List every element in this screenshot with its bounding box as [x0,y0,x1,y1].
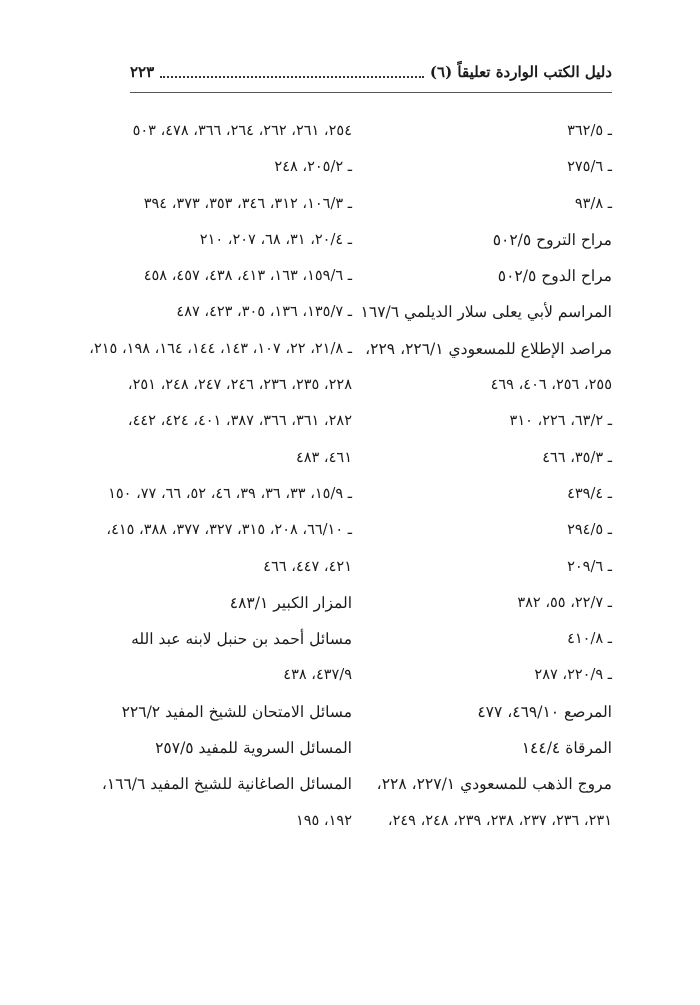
left-column [89,113,352,839]
index-line: مسائل الامتحان للشيخ المفيد ٢٢٦/٢ [121,702,352,721]
index-line: ـ ٦٦/١٠، ٢٠٨، ٣١٥، ٣٢٧، ٣٧٧، ٣٨٨، ٤١٥، [106,522,352,539]
index-line: المزار الكبير ٤٨٣/١ [229,593,352,612]
index-line: ـ ١٥٩/٦، ١٦٣، ٤١٣، ٤٣٨، ٤٥٧، ٤٥٨ [143,268,352,285]
right-column [362,113,612,839]
index-line: ـ ٤١٠/٨ [567,631,612,648]
running-header [130,58,612,86]
index-line: ـ ٢٩٤/٥ [567,522,612,539]
index-line: المراسم لأبي يعلى سلار الديلمي ١٦٧/٦ [360,303,612,322]
index-line: ـ ٢٠٩/٦ [567,558,612,575]
index-line: مراح التروح ٥٠٢/٥ [492,230,612,249]
index-line: ١٩٢، ١٩٥ [295,812,352,829]
index-line: ٢٨٢، ٣٦١، ٣٦٦، ٣٨٧، ٤٠١، ٤٢٤، ٤٤٢، [127,413,352,430]
index-line: ـ ٦٣/٢، ٢٢٦، ٣١٠ [509,413,612,430]
header-title: دليل الكتب الواردة تعليقاً (٦) [429,63,612,81]
index-line: ـ ٢١/٨، ٢٢، ١٠٧، ١٤٣، ١٤٤، ١٦٤، ١٩٨، ٢١٥، [89,340,352,357]
index-line: مروج الذهب للمسعودي ٢٢٧/١، ٢٢٨، [376,775,612,794]
index-line: ـ ٩٣/٨ [574,195,612,212]
page-number: ٢٢٣ [130,63,155,81]
index-line: مسائل أحمد بن حنبل لابنه عبد الله [131,630,352,649]
index-line: ٢٥٥، ٢٥٦، ٤٠٦، ٤٦٩ [490,377,612,394]
index-line: ـ ١٥/٩، ٣٣، ٣٦، ٣٩، ٤٦، ٥٢، ٦٦، ٧٧، ١٥٠ [108,485,352,502]
index-line: المسائل السروية للمفيد ٢٥٧/٥ [155,739,352,758]
index-line: المرصع ٤٦٩/١٠، ٤٧٧ [477,702,612,721]
index-line: ٤٣٧/٩، ٤٣٨ [283,667,352,684]
index-line: ـ ٢٠/٤، ٣١، ٦٨، ٢٠٧، ٢١٠ [199,231,352,248]
index-line: ـ ٢٢٠/٩، ٢٨٧ [534,667,612,684]
index-line: ٢٢٨، ٢٣٥، ٢٣٦، ٢٤٦، ٢٤٧، ٢٤٨، ٢٥١، [127,377,352,394]
index-line: مراح الدوح ٥٠٢/٥ [497,267,612,286]
index-line: ـ ٣٥/٣، ٤٦٦ [542,449,612,466]
index-line: ـ ٢٧٥/٦ [567,159,612,176]
index-line: ـ ٤٣٩/٤ [567,485,612,502]
index-line: المسائل الصاغانية للشيخ المفيد ١٦٦/٦، [101,775,352,794]
index-line: المرقاة ١٤٤/٤ [521,739,612,758]
index-line: ـ ٢٢/٧، ٥٥، ٣٨٢ [517,594,612,611]
index-line: ٤٢١، ٤٤٧، ٤٦٦ [263,558,352,575]
index-line: ٢٥٤، ٢٦١، ٢٦٢، ٢٦٤، ٣٦٦، ٤٧٨، ٥٠٣ [132,123,352,139]
index-line: ـ ٣٦٢/٥ [567,123,612,139]
index-line: ـ ١٣٥/٧، ١٣٦، ٣٠٥، ٤٢٣، ٤٨٧ [176,304,352,321]
index-line: ـ ١٠٦/٣، ٣١٢، ٣٤٦، ٣٥٣، ٣٧٣، ٣٩٤ [143,195,352,212]
index-line: ـ ٢٠٥/٢، ٢٤٨ [274,159,352,176]
header-leader-dots [160,66,424,78]
index-line: مراصد الإطلاع للمسعودي ٢٢٦/١، ٢٢٩، [365,339,612,358]
index-line: ٤٦١، ٤٨٣ [295,449,352,466]
index-line: ٢٣١، ٢٣٦، ٢٣٧، ٢٣٨، ٢٣٩، ٢٤٨، ٢٤٩، [387,812,612,829]
header-rule [130,92,612,93]
